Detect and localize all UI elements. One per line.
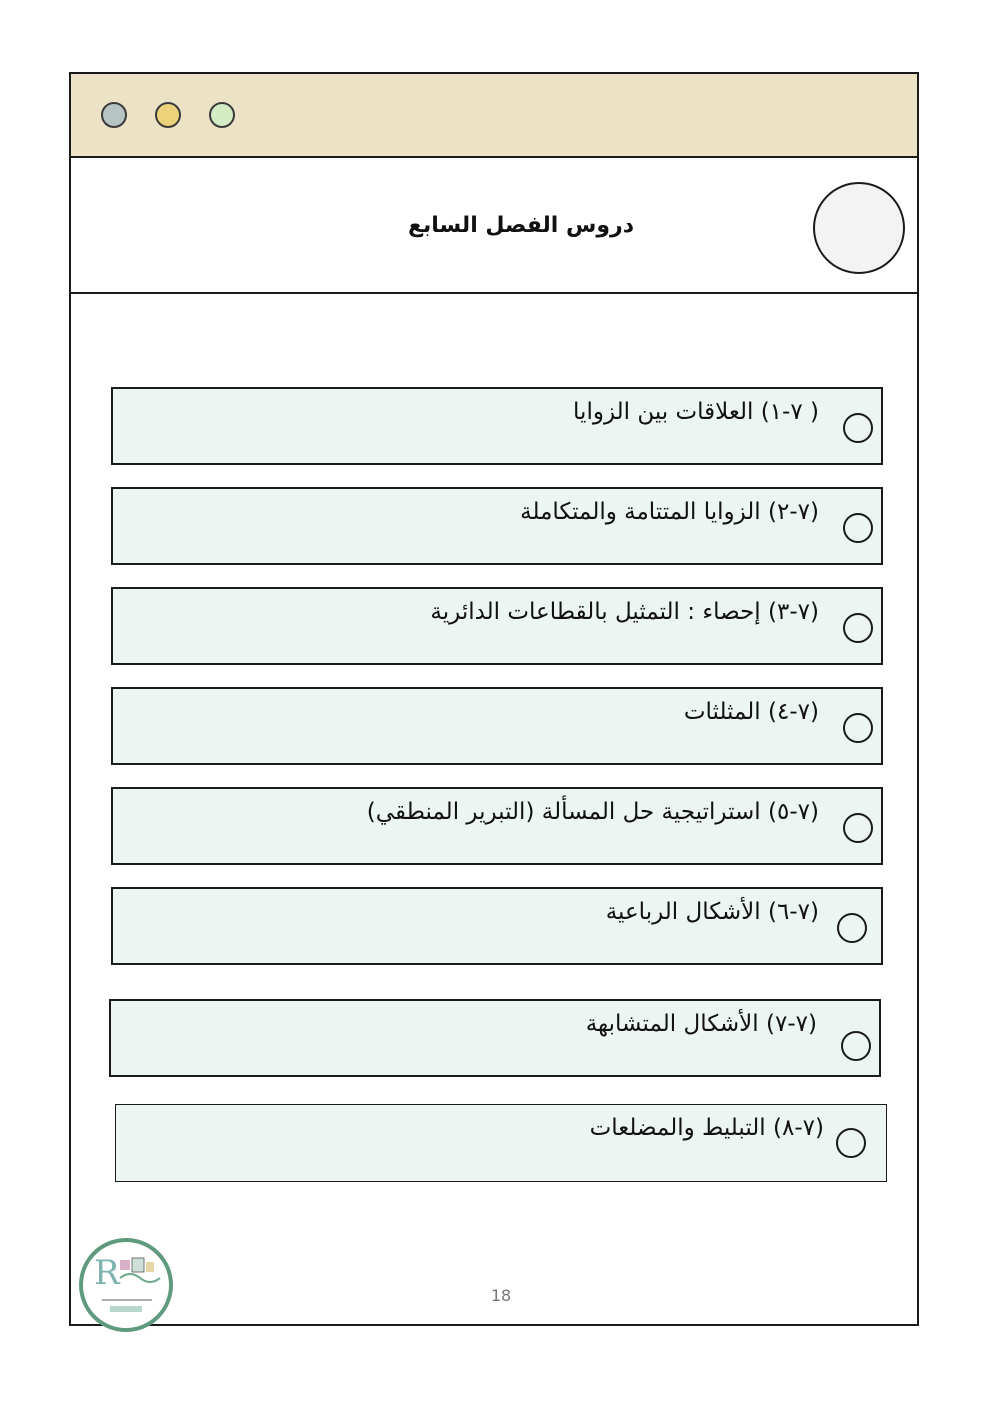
lesson-radio[interactable] xyxy=(843,613,873,643)
lesson-label: (٧-٢) الزوايا المتتامة والمتكاملة xyxy=(520,499,819,525)
lesson-label: (٧-٧) الأشكال المتشابهة xyxy=(585,1011,817,1037)
lesson-label: ( ٧-١) العلاقات بين الزوايا xyxy=(573,399,819,425)
window-dot-green xyxy=(209,102,235,128)
lesson-item-2[interactable] xyxy=(111,487,883,565)
lesson-item-5[interactable] xyxy=(111,787,883,865)
lesson-label: (٧-٥) استراتيجية حل المسألة (التبرير المنطقي) xyxy=(366,799,819,825)
lesson-label: (٧-٣) إحصاء : التمثيل بالقطاعات الدائرية xyxy=(430,599,819,625)
window-dot-gray xyxy=(101,102,127,128)
lesson-label: (٧-٦) الأشكال الرباعية xyxy=(605,899,819,925)
lesson-item-4[interactable] xyxy=(111,687,883,765)
lesson-item-6[interactable] xyxy=(111,887,883,965)
avatar-circle xyxy=(813,182,905,274)
window-dot-yellow xyxy=(155,102,181,128)
page-number: 18 xyxy=(490,1286,512,1305)
lesson-item-1[interactable] xyxy=(111,387,883,465)
lesson-radio[interactable] xyxy=(841,1031,871,1061)
lesson-item-7[interactable] xyxy=(109,999,881,1077)
lesson-radio[interactable] xyxy=(843,713,873,743)
window-titlebar xyxy=(71,74,917,158)
page-title: دروس الفصل السابع xyxy=(408,213,634,238)
header xyxy=(71,158,917,294)
lesson-item-8[interactable] xyxy=(115,1104,887,1182)
publisher-logo xyxy=(76,1238,176,1332)
lesson-label: (٧-٨) التبليط والمضلعات xyxy=(589,1115,824,1141)
lesson-radio[interactable] xyxy=(843,513,873,543)
lesson-radio[interactable] xyxy=(837,913,867,943)
page-frame xyxy=(69,72,919,1326)
lesson-label: (٧-٤) المثلثات xyxy=(683,699,819,725)
lesson-item-3[interactable] xyxy=(111,587,883,665)
lesson-radio[interactable] xyxy=(836,1128,866,1158)
logo-letter: R xyxy=(94,1253,120,1293)
lesson-radio[interactable] xyxy=(843,413,873,443)
lesson-radio[interactable] xyxy=(843,813,873,843)
